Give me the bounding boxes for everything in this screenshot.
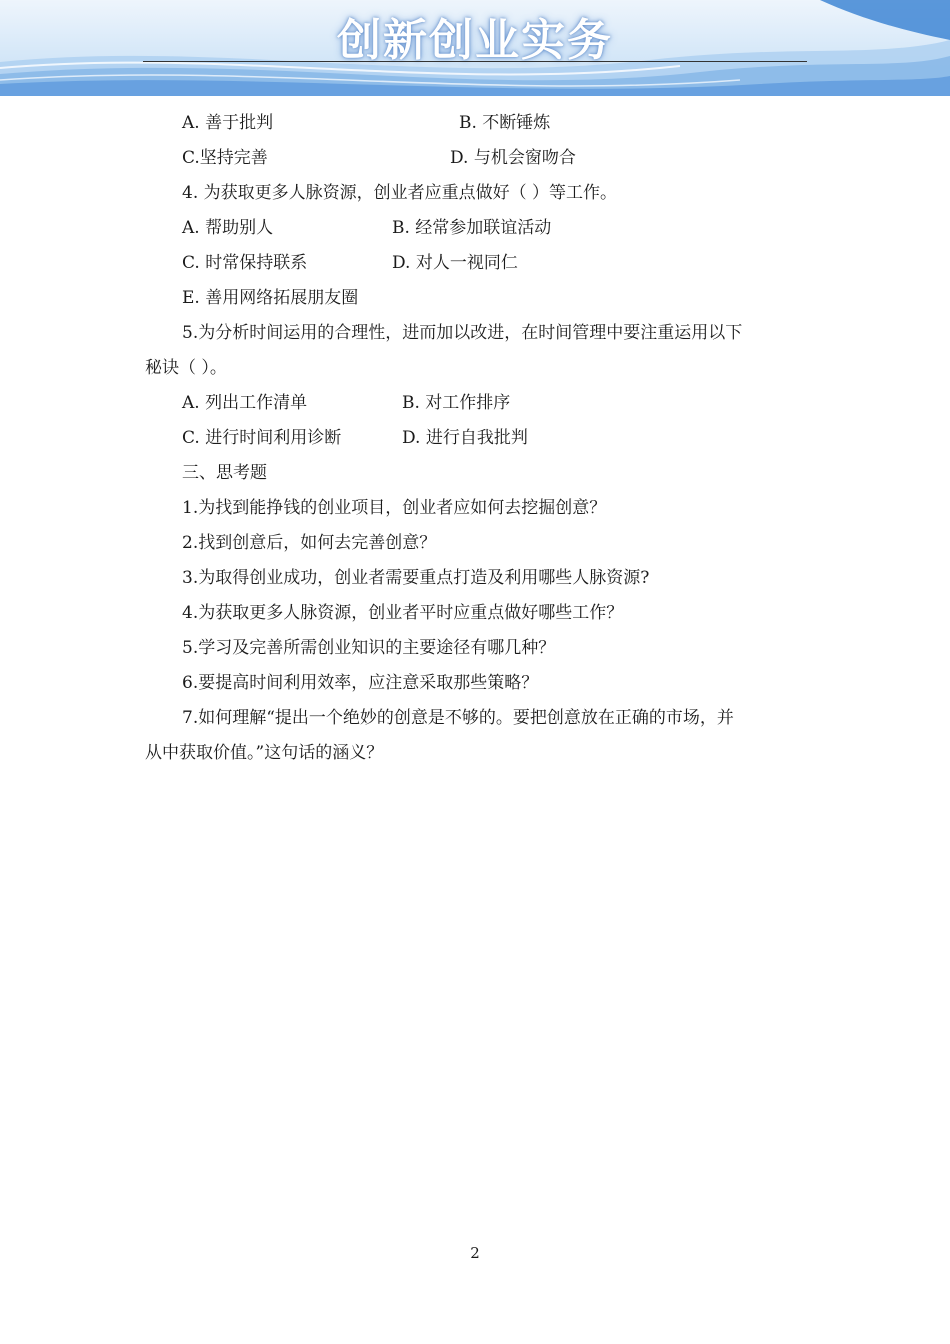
think-question-5: 5.学习及完善所需创业知识的主要途径有哪几种？: [182, 638, 556, 658]
section-3-heading: 三、思考题: [182, 463, 267, 483]
q5-options-row-2: [145, 421, 810, 456]
q4-option-e: E. 善用网络拓展朋友圈: [182, 288, 359, 308]
q5-question-line-1: 5.为分析时间运用的合理性，进而加以改进，在时间管理中要注重运用以下: [182, 323, 743, 343]
q3-option-d: D. 与机会窗吻合: [450, 148, 576, 168]
document-body: [145, 106, 810, 771]
q3-option-a: A. 善于批判: [182, 113, 274, 133]
q4-option-a: A. 帮助别人: [182, 218, 274, 238]
q4-options-row-2: [145, 246, 810, 281]
header-banner: [0, 0, 950, 96]
q4-option-d: D. 对人一视同仁: [392, 253, 518, 273]
q3-option-c: C.坚持完善: [182, 148, 268, 168]
header-rule: [143, 61, 807, 62]
think-question-6: 6.要提高时间利用效率，应注意采取那些策略？: [182, 673, 539, 693]
q5-option-d: D. 进行自我批判: [402, 428, 528, 448]
q5-option-b: B. 对工作排序: [402, 393, 511, 413]
q3-options-row-2: [145, 141, 810, 176]
think-question-2: 2.找到创意后，如何去完善创意？: [182, 533, 437, 553]
think-question-1: 1.为找到能挣钱的创业项目，创业者应如何去挖掘创意？: [182, 498, 607, 518]
q4-question: 4. 为获取更多人脉资源，创业者应重点做好（ ）等工作。: [182, 183, 618, 203]
q3-option-b: B. 不断锤炼: [459, 113, 551, 133]
think-question-7-line-1: 7.如何理解“提出一个绝妙的创意是不够的。要把创意放在正确的市场，并: [182, 708, 734, 728]
q4-options-row-1: [145, 211, 810, 246]
q5-options-row-1: [145, 386, 810, 421]
q5-option-c: C. 进行时间利用诊断: [182, 428, 342, 448]
header-title: 创新创业实务: [337, 15, 613, 66]
q5-option-a: A. 列出工作清单: [182, 393, 308, 413]
think-question-7-line-2: 从中获取价值。”这句话的涵义？: [145, 743, 384, 763]
think-question-3: 3.为取得创业成功，创业者需要重点打造及利用哪些人脉资源?: [182, 568, 650, 588]
q5-question-line-2: 秘诀（ ）。: [145, 358, 227, 378]
think-question-4: 4.为获取更多人脉资源，创业者平时应重点做好哪些工作？: [182, 603, 624, 623]
page-number: 2: [470, 1244, 480, 1262]
q4-option-c: C. 时常保持联系: [182, 253, 308, 273]
q4-option-b: B. 经常参加联谊活动: [392, 218, 552, 238]
q3-options-row-1: [145, 106, 810, 141]
